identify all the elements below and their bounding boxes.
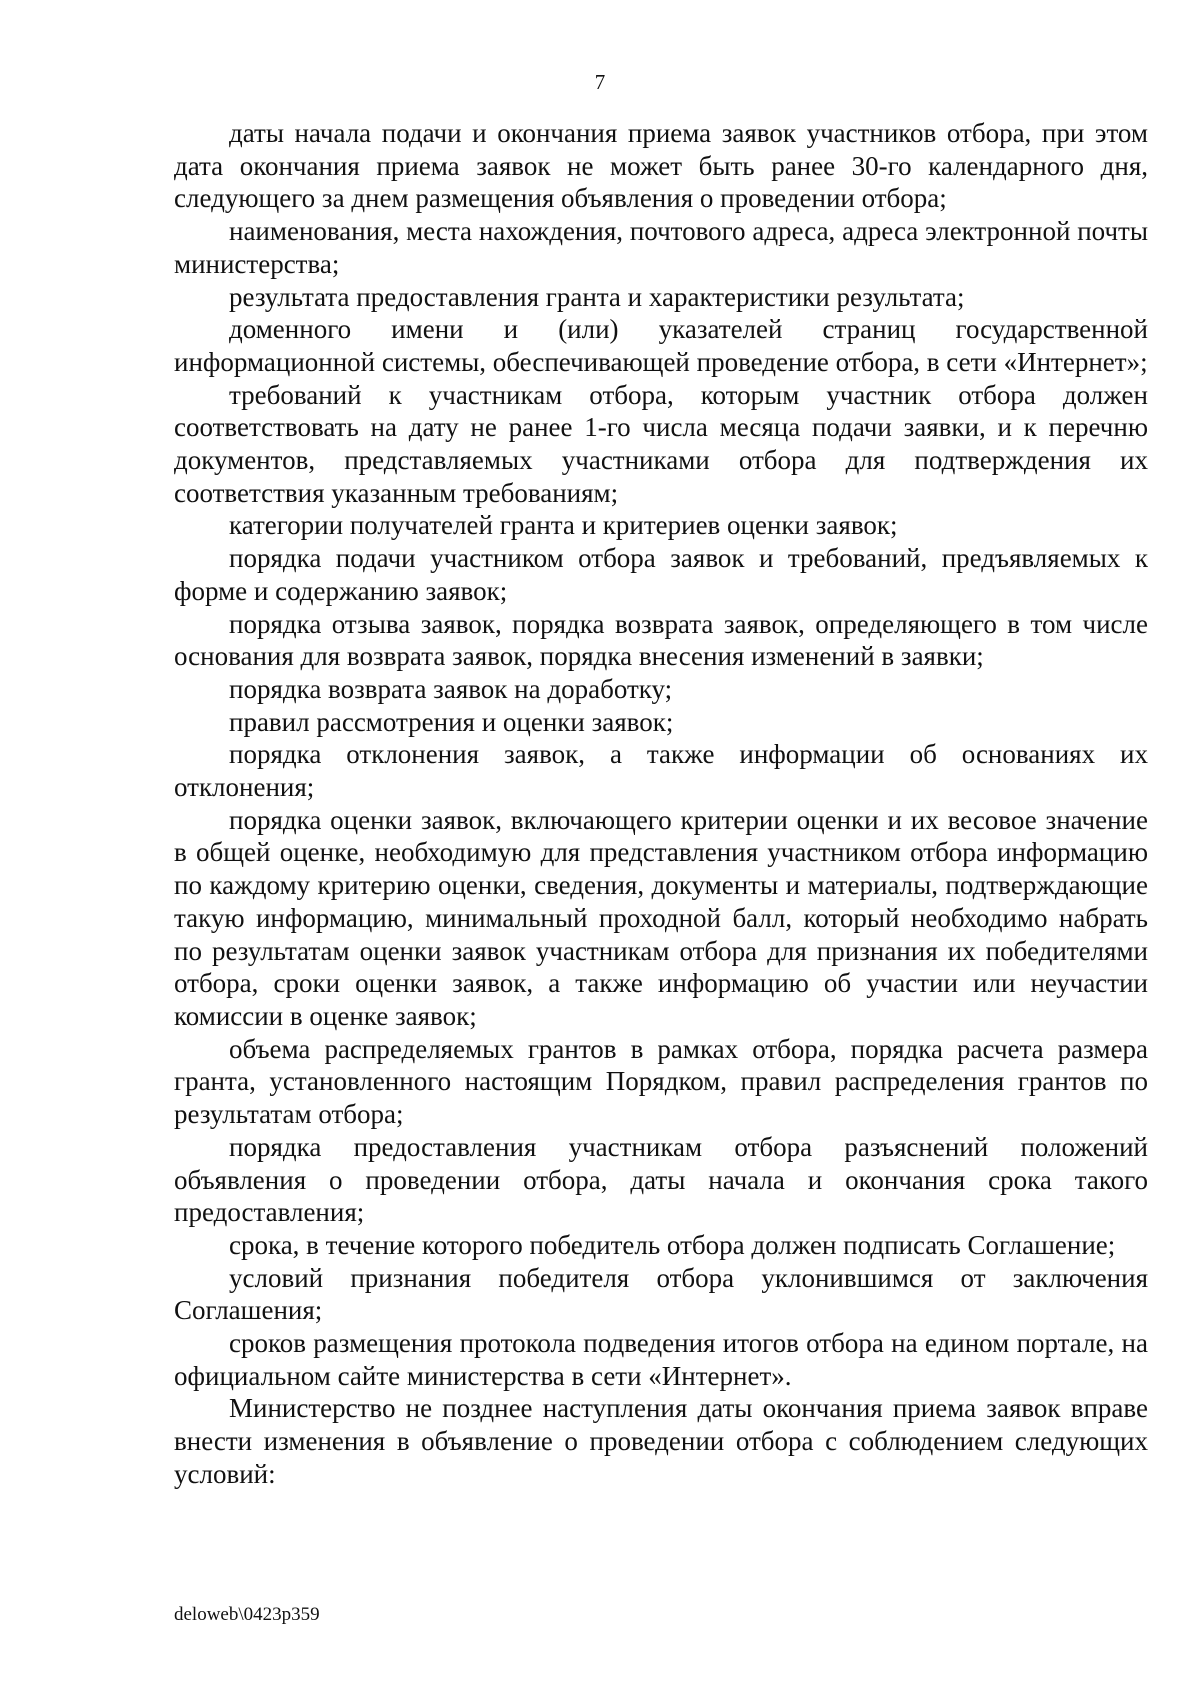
paragraph: условий признания победителя отбора уклонившимся от заключения Соглашения; bbox=[174, 1262, 1148, 1326]
paragraph: доменного имени и (или) указателей страниц государственной информационной системы, обеспечивающей проведение отбора, в сети «Интернет»; bbox=[174, 314, 1148, 377]
paragraph: категории получателей гранта и критериев оценки заявок; bbox=[229, 510, 898, 541]
paragraph: порядка подачи участником отбора заявок и требований, предъявляемых к форме и содержанию заявок; bbox=[174, 543, 1148, 606]
paragraph: срока, в течение которого победитель отбора должен подписать Соглашение; bbox=[229, 1229, 1116, 1260]
paragraph: даты начала подачи и окончания приема заявок участников отбора, при этом дата окончания приема заявок не может быть ранее 30-го календарного дня, следующего за днем размещения объявления о проведении отбора; bbox=[174, 118, 1148, 214]
paragraph: объема распределяемых грантов в рамках отбора, порядка расчета размера гранта, установленного настоящим Порядком, правил распределения грантов по результатам отбора; bbox=[174, 1033, 1148, 1130]
paragraph: порядка отзыва заявок, порядка возврата заявок, определяющего в том числе основания для возврата заявок, порядка внесения изменений в заявки; bbox=[174, 608, 1148, 672]
paragraph: сроков размещения протокола подведения итогов отбора на едином портале, на официальном сайте министерства в сети «Интернет». bbox=[174, 1328, 1148, 1391]
paragraph: порядка предоставления участникам отбора разъяснений положений объявления о проведении отбора, даты начала и окончания срока такого предоставления; bbox=[174, 1131, 1148, 1228]
paragraph: порядка отклонения заявок, а также информации об основаниях их отклонения; bbox=[174, 739, 1148, 803]
document-body bbox=[174, 117, 1148, 1491]
paragraph: требований к участникам отбора, которым участник отбора должен соответствовать на дату не ранее 1-го числа месяца подачи заявки, и к перечню документов, представляемых участниками отбора для подтверждения их соответствия указанным требованиям; bbox=[174, 379, 1148, 508]
page-number: 7 bbox=[594, 70, 606, 94]
paragraph: результата предоставления гранта и характеристики результата; bbox=[229, 281, 965, 312]
paragraph: наименования, места нахождения, почтового адреса, адреса электронной почты министерства; bbox=[174, 216, 1148, 279]
paragraph: порядка возврата заявок на доработку; bbox=[229, 673, 673, 704]
paragraph: порядка оценки заявок, включающего критерии оценки и их весовое значение в общей оценке, необходимую для представления участником отбора информацию по каждому критерию оценки, сведения, документы и материалы, подтверждающие такую информацию, минимальный проходной балл, который необходимо набрать по результатам оценки заявок участникам отбора для признания их победителями отбора, сроки оценки заявок, а также информацию об участии или неучастии комиссии в оценке заявок; bbox=[174, 804, 1148, 1031]
paragraph: Министерство не позднее наступления даты окончания приема заявок вправе внести изменения в объявление о проведении отбора с соблюдением следующих условий: bbox=[174, 1393, 1148, 1489]
paragraph: правил рассмотрения и оценки заявок; bbox=[229, 706, 674, 737]
document-code: deloweb\0423p359 bbox=[174, 1604, 320, 1625]
